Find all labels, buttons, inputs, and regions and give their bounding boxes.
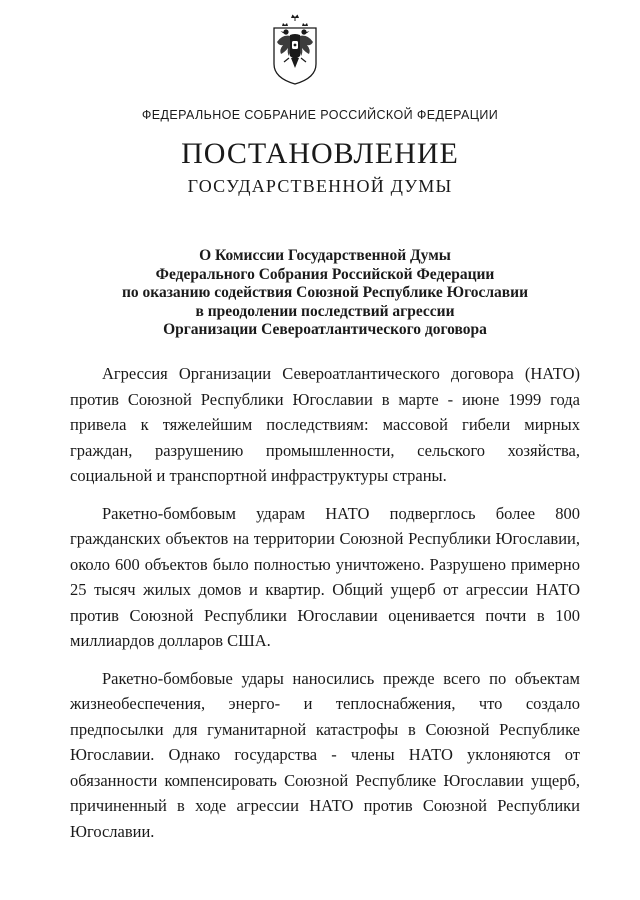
body-paragraph: Ракетно-бомбовые удары наносились прежде всего по объектам жизнеобеспечения, энерго- и теплоснабжения, что создало предпосылки для гуманитарной катастрофы в Союзной Республике Югославии. Однако государства - члены НАТО уклоняются от обязанности компенсировать Союзной Республике Югославии ущерб, причиненный в ходе агрессии НАТО против Союзной Республики Югославии. [70,668,580,841]
title-line: О Комиссии Государственной Думы [199,247,451,264]
russian-double-headed-eagle-icon [270,12,320,86]
title-line: по оказанию содействия Союзной Республике Югославии [121,284,529,302]
body-paragraph: Агрессия Организации Североатлантического договора (НАТО) против Союзной Республики Югославии в марте - июне 1999 года привела к тяжелейшим последствиям: массовой гибели мирных граждан, разрушению промышленности, сельского хозяйства, социальной и транспортной инфраструктуры страны. [70,364,580,485]
title-line: в преодолении последствий агрессии [195,302,455,320]
title-line: Организации Североатлантического договора [163,321,487,339]
resolution-body [70,361,580,856]
resolution-title [60,247,590,340]
document-type-title: ПОСТАНОВЛЕНИЕ [181,137,459,170]
issuer-heading: ГОСУДАРСТВЕННОЙ ДУМЫ [187,176,453,196]
body-paragraph: Ракетно-бомбовым ударам НАТО подверглось более 800 гражданских объектов на территории Союзной Республики Югославии, около 600 объектов было полностью уничтожено. Разрушено примерно 25 тысяч жилых домов и квартир. Общий ущерб от агрессии НАТО против Союзной Республики Югославии оценивается почти в 100 миллиардов долларов США. [70,503,580,650]
federal-assembly-heading: ФЕДЕРАЛЬНОЕ СОБРАНИЕ РОССИЙСКОЙ ФЕДЕРАЦИИ [141,108,499,122]
title-line: Федерального Собрания Российской Федерации [155,265,495,283]
